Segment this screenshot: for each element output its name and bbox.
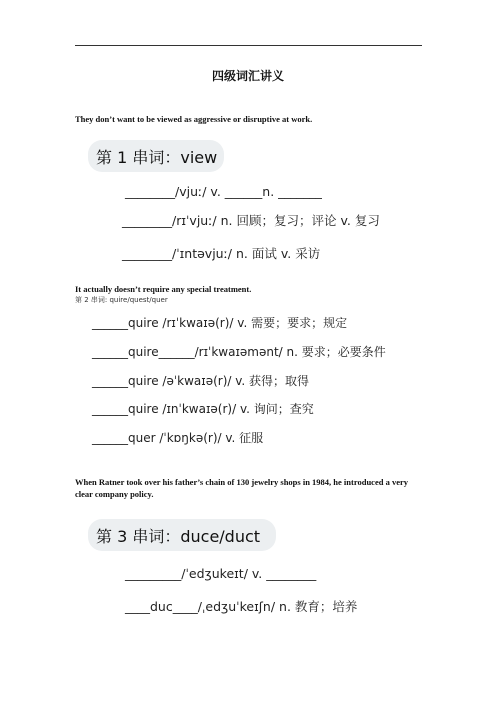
vocab-line: ______quire /rɪˈkwaɪə(r)/ v. 需要；要求；规定	[92, 316, 348, 330]
vocab-line: ________/vjuː/ v. ______n. _______	[125, 184, 322, 199]
vocab-line: ____duc____/ˌedʒuˈkeɪʃn/ n. 教育；培养	[125, 599, 358, 614]
vocab-line: ______quer /ˈkɒŋkə(r)/ v. 征服	[92, 431, 264, 445]
vocab-line: ______quire /ɪnˈkwaɪə(r)/ v. 询问；查究	[92, 402, 314, 416]
example-sentence-1: They don’t want to be viewed as aggressive or disruptive at work.	[75, 114, 313, 124]
example-sentence-2: It actually doesn’t require any special treatment.	[75, 284, 252, 294]
header-rule	[75, 45, 422, 46]
vocab-line: _________/ˈedʒukeɪt/ v. ________	[125, 566, 317, 581]
word-group-label-2: 第 2 串词: quire/quest/quer	[75, 296, 168, 304]
word-group-banner-1: 第 1 串词：view	[88, 140, 224, 172]
vocab-line: ______quire______/rɪˈkwaɪəmənt/ n. 要求；必要条件	[92, 345, 386, 359]
document-title: 四级词汇讲义	[211, 69, 284, 83]
word-group-banner-3: 第 3 串词：duce/duct	[88, 519, 276, 551]
example-sentence-3: When Ratner took over his father’s chain of 130 jewelry shops in 1984, he introduced a very clear company policy.	[75, 477, 408, 499]
vocab-line: ________/rɪˈvjuː/ n. 回顾；复习；评论 v. 复习	[122, 213, 380, 228]
vocab-line: ______quire /əˈkwaɪə(r)/ v. 获得；取得	[92, 374, 310, 388]
vocab-line: ________/ˈɪntəvjuː/ n. 面试 v. 采访	[122, 246, 321, 261]
